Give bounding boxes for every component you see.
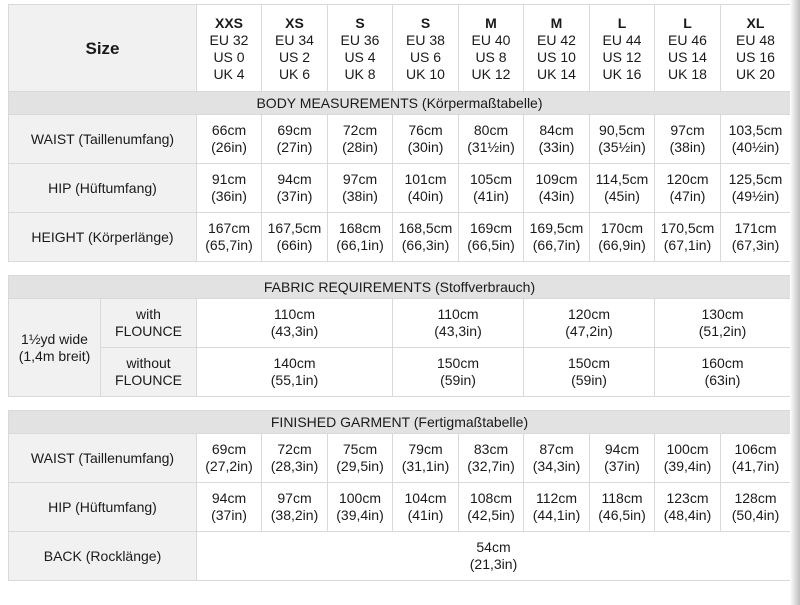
measure-cell: [459, 115, 524, 164]
value-in: (28in): [342, 139, 378, 155]
row-label: [101, 348, 197, 397]
value-in: (48,4in): [663, 507, 712, 523]
measure-cell: [459, 483, 524, 532]
size-us: US 8: [475, 48, 507, 65]
value-cm: 120cm: [666, 171, 709, 187]
value-in: (55,1in): [270, 372, 319, 388]
table-row: [9, 115, 791, 164]
section-header-row: [9, 92, 791, 115]
value-cm: 170,5cm: [660, 220, 715, 236]
value-cm: 66cm: [211, 122, 247, 138]
value-in: (41in): [407, 507, 444, 523]
value-cm: 150cm: [567, 355, 611, 371]
value-in: (47,2in): [565, 323, 613, 339]
size-table: [8, 4, 791, 581]
finished-garment-title: FINISHED GARMENT (Fertigmaßtabelle): [9, 411, 791, 434]
measure-cell: [721, 164, 791, 213]
value-in: (31½in): [467, 139, 515, 155]
value-cm: 108cm: [469, 490, 513, 506]
value-cm: 97cm: [670, 122, 705, 138]
value-in: (44,1in): [532, 507, 581, 523]
measure-cell: [328, 164, 393, 213]
size-name: M: [485, 14, 497, 31]
size-us: US 4: [344, 48, 376, 65]
measure-cell: [721, 213, 791, 262]
spacer: [9, 397, 791, 411]
row-label: HIP (Hüftumfang): [9, 164, 197, 213]
size-uk: UK 12: [471, 65, 511, 82]
value-in: (66,5in): [467, 237, 515, 253]
row-label-line2: FLOUNCE: [115, 323, 182, 339]
value-cm: 125,5cm: [728, 171, 783, 187]
value-cm: 69cm: [277, 122, 312, 138]
size-eu: EU 42: [537, 31, 576, 48]
value-cm: 101cm: [404, 171, 447, 187]
measure-cell: [328, 483, 393, 532]
value-cm: 94cm: [277, 171, 312, 187]
value-in: (39,4in): [663, 458, 712, 474]
section-header-row: [9, 411, 791, 434]
size-col-1: [262, 5, 328, 92]
measure-cell: [459, 434, 524, 483]
size-eu: EU 36: [340, 31, 380, 48]
row-label-line1: with: [136, 306, 161, 322]
spacer-cell: [9, 397, 791, 411]
value-cm: 69cm: [211, 441, 247, 457]
measure-cell: [262, 483, 328, 532]
value-in: (41in): [473, 188, 509, 204]
measure-cell: [393, 213, 459, 262]
value-in: (45in): [604, 188, 640, 204]
measure-cell: [721, 434, 791, 483]
size-col-2: [328, 5, 393, 92]
value-cm: 160cm: [701, 355, 744, 371]
value-cm: 90,5cm: [599, 122, 645, 138]
fabric-cell: [655, 299, 791, 348]
value-cm: 76cm: [408, 122, 443, 138]
measure-cell: [197, 115, 262, 164]
fabric-cell: [524, 299, 655, 348]
value-in: (27in): [276, 139, 313, 155]
value-in: (66,9in): [598, 237, 646, 253]
value-in: (38in): [342, 188, 378, 204]
value-cm: 100cm: [338, 490, 382, 506]
value-cm: 169,5cm: [529, 220, 584, 236]
size-uk: UK 16: [602, 65, 642, 82]
value-in: (37in): [604, 458, 640, 474]
value-in: (65,7in): [205, 237, 253, 253]
size-name: S: [355, 14, 365, 31]
measure-cell: [393, 434, 459, 483]
size-uk: UK 18: [668, 65, 707, 82]
value-in: (36in): [211, 188, 247, 204]
value-in: (37in): [276, 188, 313, 204]
measure-cell: [524, 483, 590, 532]
value-cm: 80cm: [473, 122, 509, 138]
value-cm: 79cm: [408, 441, 443, 457]
value-in: (43,3in): [434, 323, 482, 339]
value-in: (27,2in): [205, 458, 253, 474]
fabric-width-line2: (1,4m breit): [18, 347, 91, 364]
table-row: [9, 164, 791, 213]
value-cm: 110cm: [437, 306, 479, 322]
size-us: US 16: [736, 48, 775, 65]
fabric-cell: [655, 348, 791, 397]
value-in: (47in): [669, 188, 706, 204]
measure-cell: [262, 213, 328, 262]
value-cm: 123cm: [666, 490, 709, 506]
size-col-5: [524, 5, 590, 92]
size-name: L: [683, 14, 692, 31]
value-cm: 168,5cm: [398, 220, 453, 236]
table-row: [9, 348, 791, 397]
back-length-cell: [197, 532, 791, 581]
measure-cell: [655, 483, 721, 532]
size-name: L: [617, 14, 627, 31]
measure-cell: [197, 164, 262, 213]
value-in: (67,1in): [663, 237, 712, 253]
value-in: (40in): [407, 188, 444, 204]
value-cm: 97cm: [342, 171, 378, 187]
value-cm: 110cm: [274, 306, 315, 322]
value-cm: 169cm: [469, 220, 513, 236]
measure-cell: [655, 434, 721, 483]
fabric-width-label: [9, 299, 101, 397]
size-col-8: [721, 5, 791, 92]
measure-cell: [393, 115, 459, 164]
value-in: (39,4in): [336, 507, 384, 523]
size-col-7: [655, 5, 721, 92]
value-in: (50,4in): [731, 507, 780, 523]
table-row: [9, 434, 791, 483]
value-in: (29,5in): [336, 458, 384, 474]
size-uk: UK 8: [344, 65, 376, 82]
measure-cell: [721, 115, 791, 164]
size-col-6: [590, 5, 655, 92]
measure-cell: [197, 434, 262, 483]
value-cm: 167cm: [207, 220, 251, 236]
size-us: US 14: [668, 48, 707, 65]
size-name: S: [420, 14, 431, 31]
value-cm: 103,5cm: [728, 122, 783, 138]
value-in: (41,7in): [731, 458, 780, 474]
size-uk: UK 20: [736, 65, 775, 82]
measure-cell: [328, 213, 393, 262]
value-cm: 83cm: [473, 441, 509, 457]
value-cm: 171cm: [734, 220, 777, 236]
value-cm: 94cm: [211, 490, 247, 506]
table-row: [9, 299, 791, 348]
value-in: (63in): [704, 372, 741, 388]
spacer-cell: [9, 262, 791, 276]
value-in: (28,3in): [270, 458, 319, 474]
size-eu: EU 34: [275, 31, 314, 48]
value-cm: 97cm: [277, 490, 312, 506]
value-in: (66,1in): [336, 237, 384, 253]
measure-cell: [393, 164, 459, 213]
measure-cell: [328, 434, 393, 483]
row-label: [101, 299, 197, 348]
table-row: [9, 483, 791, 532]
measure-cell: [590, 483, 655, 532]
value-in: (21,3in): [469, 556, 518, 572]
value-in: (40½in): [731, 139, 780, 155]
size-header-label: Size: [9, 5, 197, 92]
size-us: US 6: [409, 48, 442, 65]
value-cm: 150cm: [436, 355, 480, 371]
value-in: (43in): [538, 188, 575, 204]
row-label: WAIST (Taillenumfang): [9, 115, 197, 164]
table-row: [9, 213, 791, 262]
value-in: (59in): [571, 372, 607, 388]
page-edge-shadow: [790, 0, 800, 605]
value-cm: 75cm: [342, 441, 378, 457]
value-cm: 130cm: [701, 306, 744, 322]
value-cm: 106cm: [734, 441, 777, 457]
row-label: HEIGHT (Körperlänge): [9, 213, 197, 262]
value-in: (31,1in): [401, 458, 450, 474]
value-in: (43,3in): [270, 323, 319, 339]
value-cm: 94cm: [604, 441, 640, 457]
size-col-0: [197, 5, 262, 92]
measure-cell: [197, 213, 262, 262]
measure-cell: [655, 213, 721, 262]
measure-cell: [524, 115, 590, 164]
measure-cell: [590, 213, 655, 262]
row-label: WAIST (Taillenumfang): [9, 434, 197, 483]
value-cm: 54cm: [476, 539, 511, 555]
row-label-line1: without: [126, 355, 171, 371]
value-in: (32,7in): [467, 458, 515, 474]
size-name: XL: [746, 14, 765, 31]
value-cm: 128cm: [734, 490, 777, 506]
value-in: (33in): [538, 139, 575, 155]
value-in: (38,2in): [270, 507, 319, 523]
size-eu: EU 46: [668, 31, 707, 48]
value-cm: 91cm: [211, 171, 247, 187]
size-name: M: [550, 14, 563, 31]
measure-cell: [590, 434, 655, 483]
value-in: (66,7in): [532, 237, 581, 253]
size-uk: UK 6: [278, 65, 311, 82]
value-in: (26in): [211, 139, 247, 155]
value-in: (34,3in): [532, 458, 581, 474]
value-in: (37in): [211, 507, 247, 523]
row-label: BACK (Rocklänge): [9, 532, 197, 581]
size-uk: UK 14: [537, 65, 576, 82]
measure-cell: [262, 164, 328, 213]
fabric-cell: [524, 348, 655, 397]
size-name: XXS: [214, 14, 243, 31]
section-header-row: [9, 276, 791, 299]
size-uk: UK 10: [406, 65, 445, 82]
size-us: US 10: [537, 48, 576, 65]
fabric-requirements-title: FABRIC REQUIREMENTS (Stoffverbrauch): [9, 276, 791, 299]
size-eu: EU 44: [602, 31, 642, 48]
fabric-cell: [393, 299, 524, 348]
fabric-cell: [197, 299, 393, 348]
measure-cell: [459, 213, 524, 262]
size-uk: UK 4: [213, 65, 245, 82]
value-cm: 120cm: [567, 306, 611, 322]
value-cm: 100cm: [666, 441, 709, 457]
value-cm: 72cm: [277, 441, 312, 457]
value-in: (46,5in): [598, 507, 646, 523]
size-us: US 12: [602, 48, 642, 65]
value-cm: 105cm: [469, 171, 513, 187]
size-eu: EU 48: [736, 31, 775, 48]
value-cm: 87cm: [539, 441, 574, 457]
fabric-cell: [197, 348, 393, 397]
measure-cell: [524, 434, 590, 483]
measure-cell: [262, 434, 328, 483]
size-us: US 2: [278, 48, 311, 65]
measure-cell: [328, 115, 393, 164]
measure-cell: [655, 164, 721, 213]
measure-cell: [524, 213, 590, 262]
value-cm: 112cm: [536, 490, 577, 506]
size-eu: EU 32: [209, 31, 249, 48]
size-col-3: [393, 5, 459, 92]
measure-cell: [590, 164, 655, 213]
value-in: (49½in): [731, 188, 780, 204]
size-chart: [8, 4, 790, 581]
size-col-4: [459, 5, 524, 92]
size-us: US 0: [213, 48, 245, 65]
measure-cell: [393, 483, 459, 532]
measure-cell: [655, 115, 721, 164]
value-cm: 118cm: [601, 490, 643, 506]
value-in: (42,5in): [467, 507, 515, 523]
value-cm: 170cm: [600, 220, 644, 236]
value-cm: 140cm: [273, 355, 316, 371]
value-in: (30in): [407, 139, 444, 155]
value-cm: 167,5cm: [267, 220, 322, 236]
size-eu: EU 40: [471, 31, 511, 48]
value-cm: 84cm: [539, 122, 574, 138]
value-in: (66,3in): [401, 237, 450, 253]
row-label-line2: FLOUNCE: [115, 372, 182, 388]
value-in: (67,3in): [731, 237, 780, 253]
value-in: (51,2in): [698, 323, 747, 339]
size-eu: EU 38: [406, 31, 445, 48]
size-name: XS: [285, 14, 304, 31]
measure-cell: [262, 115, 328, 164]
fabric-width-line1: 1½yd wide: [21, 330, 88, 347]
fabric-cell: [393, 348, 524, 397]
measure-cell: [197, 483, 262, 532]
value-in: (59in): [440, 372, 476, 388]
value-cm: 168cm: [338, 220, 382, 236]
row-label: HIP (Hüftumfang): [9, 483, 197, 532]
measure-cell: [524, 164, 590, 213]
value-cm: 109cm: [535, 171, 578, 187]
table-row: [9, 532, 791, 581]
measure-cell: [459, 164, 524, 213]
value-cm: 104cm: [404, 490, 447, 506]
body-measurements-title: BODY MEASUREMENTS (Körpermaßtabelle): [9, 92, 791, 115]
value-in: (35½in): [598, 139, 646, 155]
value-in: (38in): [669, 139, 706, 155]
spacer: [9, 262, 791, 276]
value-in: (66in): [276, 237, 313, 253]
measure-cell: [721, 483, 791, 532]
size-header-row: [9, 5, 791, 92]
value-cm: 114,5cm: [595, 171, 649, 187]
measure-cell: [590, 115, 655, 164]
value-cm: 72cm: [342, 122, 378, 138]
